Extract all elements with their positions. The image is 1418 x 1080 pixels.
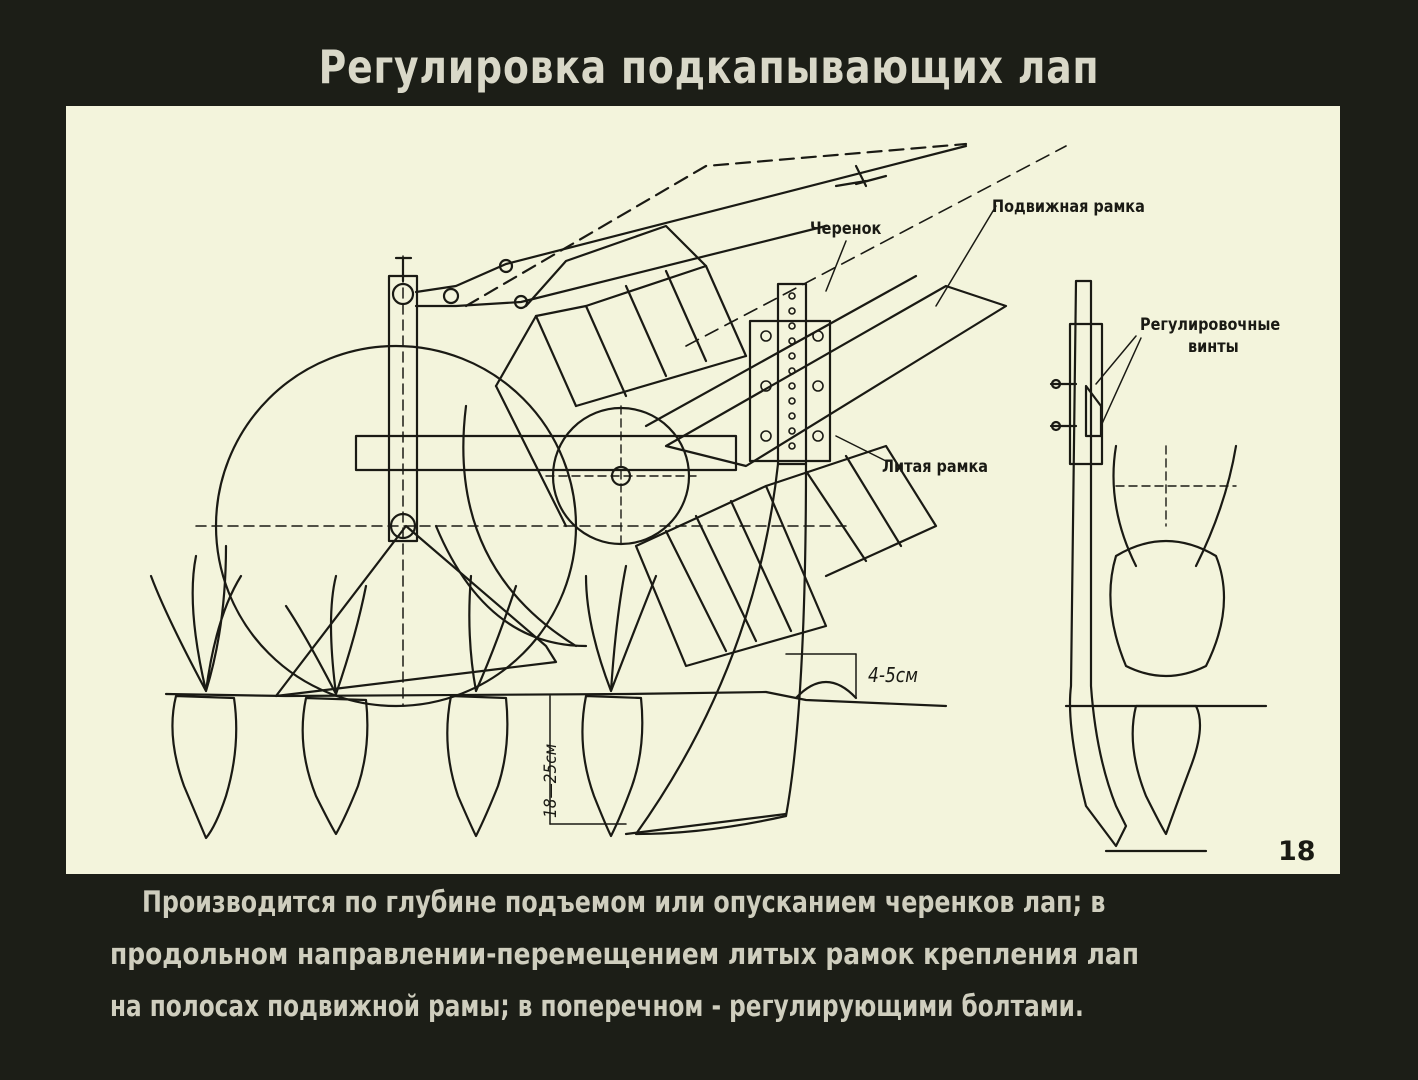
beet-3	[447, 576, 516, 836]
side-beet	[1133, 706, 1200, 834]
beet-4	[582, 566, 656, 836]
caption	[110, 876, 1310, 1032]
elevator-upper	[496, 226, 746, 526]
beet-digger-diagram	[66, 106, 1340, 874]
caption-line-3: на полосах подвижной рамы; в поперечном - регулирующими болтами.	[110, 989, 1084, 1023]
side-view	[1051, 281, 1266, 851]
label-cherenok: Черенок	[810, 219, 882, 239]
elevator-lower	[636, 446, 936, 666]
ploughshare	[276, 526, 556, 696]
label-movable-frame: Подвижная рамка	[992, 197, 1145, 217]
slide-number: 18	[1278, 836, 1316, 867]
label-height-dim: 4-5см	[868, 663, 918, 687]
label-cast-frame: Литая рамка	[882, 457, 989, 477]
beet-2	[286, 576, 367, 834]
label-depth-dim: 18—25см	[541, 743, 561, 818]
slide-title: Регулировка подкапывающих лап	[318, 40, 1100, 94]
caption-line-1: Производится по глубине подъемом или опусканием черенков лап; в	[142, 885, 1106, 919]
label-adjusting-screws-2: винты	[1188, 337, 1239, 357]
label-adjusting-screws-1: Регулировочные	[1140, 315, 1281, 335]
caption-line-2: продольном направлении-перемещением литых рамок крепления лап	[110, 937, 1140, 971]
ground-mound	[796, 682, 856, 698]
diagram-panel	[66, 106, 1340, 874]
movable-frame	[666, 286, 1006, 466]
drawbar-upper	[466, 144, 966, 306]
